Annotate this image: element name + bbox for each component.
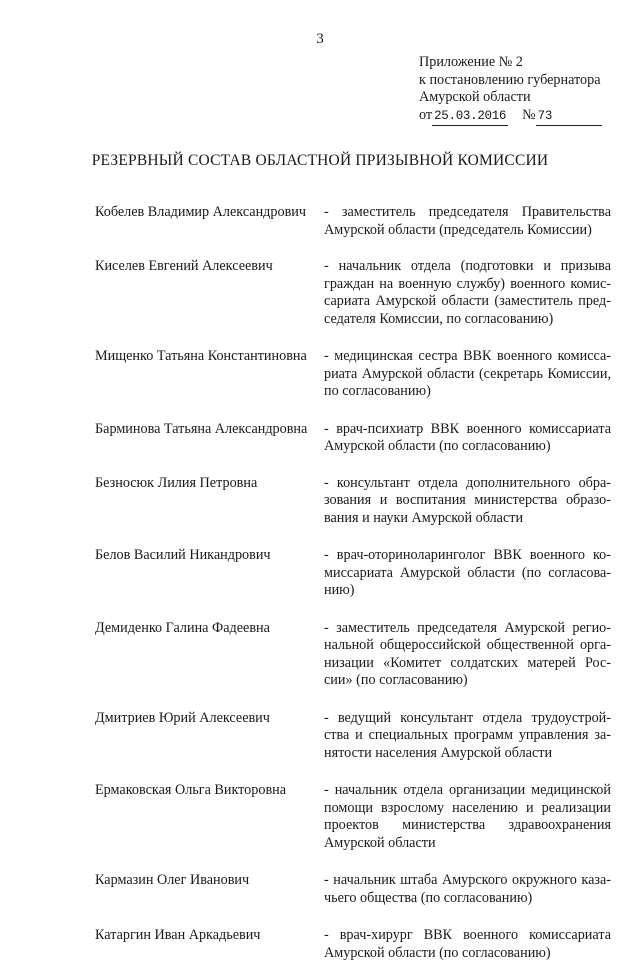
member-role [324, 348, 611, 401]
member-role-line: ства и специальных программ управления за- [324, 727, 611, 745]
date-prefix: от [419, 107, 432, 123]
member-role-line: седателя Комиссии, по согласованию) [324, 311, 611, 329]
member-role-line: - врач-оториноларинголог ВВК военного ко- [324, 547, 611, 565]
member-role-line: вания и науки Амурской области [324, 510, 611, 528]
members-list [0, 204, 640, 962]
member-entry [0, 710, 640, 763]
member-role-line: нятости населения Амурской области [324, 745, 611, 763]
member-role-line: Амурской области (председатель Комиссии) [324, 222, 611, 240]
member-role-line: - заместитель председателя Правительства [324, 204, 611, 222]
appendix-line-2: к постановлению губернатора [419, 72, 619, 90]
member-entry [0, 620, 640, 690]
member-role-line: - консультант отдела дополнительного обра- [324, 475, 611, 493]
member-name: Барминова Татьяна Александровна [95, 421, 320, 439]
member-name: Дмитриев Юрий Алексеевич [95, 710, 320, 728]
member-role-line: помощи взрослому населению и реализации [324, 800, 611, 818]
member-role-line: - начальник отдела организации медицинской [324, 782, 611, 800]
member-role [324, 927, 611, 962]
member-name: Мищенко Татьяна Константиновна [95, 348, 320, 366]
member-role-line: - начальник штаба Амурского окружного каза- [324, 872, 611, 890]
member-entry [0, 348, 640, 401]
member-role [324, 710, 611, 763]
member-role-line: - врач-психиатр ВВК военного комиссариата [324, 421, 611, 439]
member-role [324, 421, 611, 456]
appendix-block [419, 54, 619, 126]
member-entry [0, 872, 640, 907]
member-entry [0, 421, 640, 456]
member-role-line: риата Амурской области (секретарь Комиссии, [324, 366, 611, 384]
member-role-line: Амурской области (по согласованию) [324, 438, 611, 456]
appendix-line-1: Приложение № 2 [419, 54, 619, 72]
member-role [324, 872, 611, 907]
member-name: Киселев Евгений Алексеевич [95, 258, 320, 276]
member-entry [0, 204, 640, 239]
member-role [324, 258, 611, 328]
member-name: Кобелев Владимир Александрович [95, 204, 320, 222]
member-role [324, 204, 611, 239]
page-number: 3 [0, 31, 640, 48]
member-entry [0, 547, 640, 600]
member-entry [0, 475, 640, 528]
member-role-line: Амурской области [324, 835, 611, 853]
member-role [324, 620, 611, 690]
member-role-line: - медицинская сестра ВВК военного комисса- [324, 348, 611, 366]
member-role-line: - врач-хирург ВВК военного комиссариата [324, 927, 611, 945]
member-role-line: граждан на военную службу) военного комис- [324, 276, 611, 294]
member-role-line: - ведущий консультант отдела трудоустрой- [324, 710, 611, 728]
member-role-line: нию) [324, 582, 611, 600]
member-entry [0, 782, 640, 852]
member-entry [0, 258, 640, 328]
member-name: Безносюк Лилия Петровна [95, 475, 320, 493]
member-role-line: чьего общества (по согласованию) [324, 890, 611, 908]
member-role-line: по согласованию) [324, 383, 611, 401]
member-role-line: зования и воспитания министерства образо- [324, 492, 611, 510]
appendix-date-line [419, 107, 619, 127]
member-name: Кармазин Олег Иванович [95, 872, 320, 890]
member-role-line: - начальник отдела (подготовки и призыва [324, 258, 611, 276]
document-title: РЕЗЕРВНЫЙ СОСТАВ ОБЛАСТНОЙ ПРИЗЫВНОЙ КОМИССИИ [0, 152, 640, 170]
member-role [324, 475, 611, 528]
member-name: Демиденко Галина Фадеевна [95, 620, 320, 638]
member-role-line: проектов министерства здравоохранения [324, 817, 611, 835]
appendix-number: 73 [536, 108, 602, 127]
member-name: Катаргин Иван Аркадьевич [95, 927, 320, 945]
member-role-line: низации «Комитет солдатских матерей Рос- [324, 655, 611, 673]
member-role-line: сариата Амурской области (заместитель пред- [324, 293, 611, 311]
appendix-line-3: Амурской области [419, 89, 619, 107]
member-role [324, 782, 611, 852]
member-role-line: нальной общероссийской общественной орга- [324, 637, 611, 655]
member-role-line: - заместитель председателя Амурской регио- [324, 620, 611, 638]
member-entry [0, 927, 640, 962]
member-role-line: сии» (по согласованию) [324, 672, 611, 690]
appendix-date: 25.03.2016 [432, 108, 508, 127]
member-name: Ермаковская Ольга Викторовна [95, 782, 320, 800]
number-label: № [522, 107, 536, 123]
member-role-line: миссариата Амурской области (по согласова- [324, 565, 611, 583]
member-role [324, 547, 611, 600]
member-name: Белов Василий Никандрович [95, 547, 320, 565]
member-role-line: Амурской области (по согласованию) [324, 945, 611, 962]
